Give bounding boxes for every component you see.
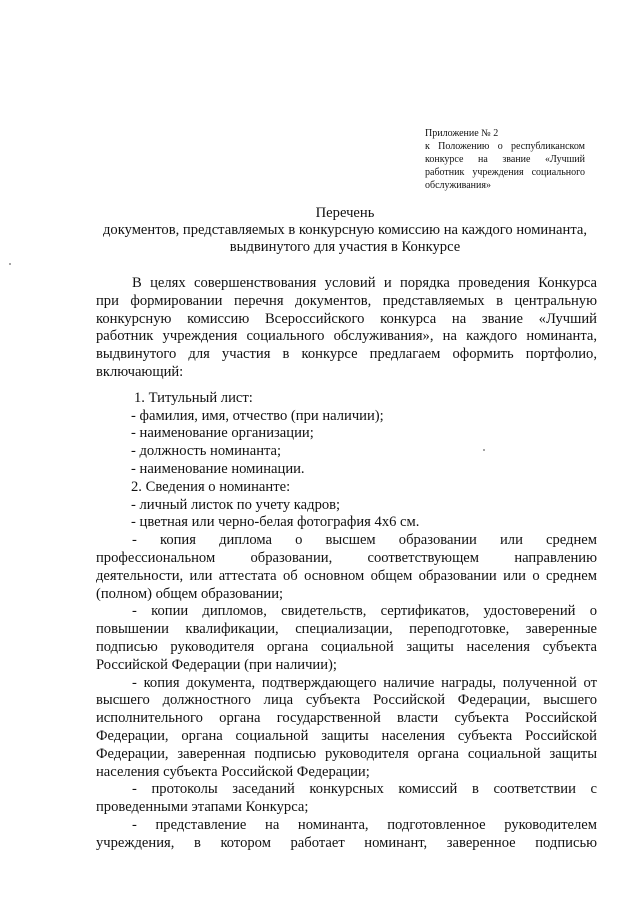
appendix-note xyxy=(425,127,585,192)
award-paragraph xyxy=(96,675,597,782)
text-line: - копии дипломов, свидетельств, сертификатов, удостоверений о xyxy=(132,603,597,620)
text-line: высшего должностного лица субъекта Российской Федерации, высшего xyxy=(96,692,597,709)
text-line: исполнительного органа государственной власти субъекта Российской xyxy=(96,710,597,727)
text-line: - представление на номинанта, подготовленное руководителем xyxy=(132,816,597,833)
document-body xyxy=(96,275,597,853)
text-line: - копия документа, подтверждающего наличие награды, полученной от xyxy=(132,674,597,691)
text-line: работник учреждения социального обслуживания», на каждого номинанта, xyxy=(96,328,597,345)
text-line: включающий: xyxy=(96,363,184,380)
text-line: повышении квалификации, специализации, переподготовке, заверенные xyxy=(96,621,597,638)
text-line: проведенными этапами Конкурса; xyxy=(96,799,309,816)
list-item: - цветная или черно-белая фотография 4х6 см. xyxy=(131,514,420,531)
text-line: - копия диплома о высшем образовании или среднем xyxy=(132,532,597,549)
scan-speck xyxy=(9,263,11,265)
text-line: Федерации, заверенная подписью руководителя органа социальной защиты xyxy=(96,745,597,762)
list-item: - должность номинанта; xyxy=(131,443,282,460)
list-item: 2. Сведения о номинанте: xyxy=(131,478,291,495)
text-line: при формировании перечня документов, представляемых в центральную xyxy=(96,292,597,309)
text-line: деятельности, или аттестата об основном общем образовании или о среднем xyxy=(96,567,597,584)
text-line: населения субъекта Российской Федерации; xyxy=(96,763,370,780)
title-line: выдвинутого для участия в Конкурсе xyxy=(229,239,461,255)
text-line: выдвинутого для участия в конкурсе предлагаем оформить портфолио, xyxy=(96,346,597,363)
text-line: подписью руководителя органа социальной защиты населения субъекта xyxy=(96,638,597,655)
title-line: Перечень xyxy=(315,205,375,221)
scan-speck xyxy=(483,449,485,451)
appendix-line: к Положению о республиканском xyxy=(425,141,585,152)
title-line: документов, представляемых в конкурсную комиссию на каждого номинанта, xyxy=(102,222,588,238)
document-list xyxy=(96,390,597,532)
text-line: конкурсную комиссию Всероссийского конкурса на звание «Лучший xyxy=(96,310,597,327)
appendix-line: Приложение № 2 xyxy=(425,128,499,139)
appendix-line: работник учреждения социального xyxy=(425,167,585,178)
appendix-line: обслуживания» xyxy=(425,180,491,191)
text-line: В целях совершенствования условий и порядка проведения Конкурса xyxy=(132,275,597,291)
intro-paragraph xyxy=(96,275,597,382)
presentation-paragraph xyxy=(96,817,597,853)
appendix-line: конкурсе на звание «Лучший xyxy=(425,154,585,165)
text-line: учреждения, в котором работает номинант, заверенное подписью xyxy=(96,834,597,851)
list-item: - наименование организации; xyxy=(131,425,314,442)
text-line: Федерации, органа социальной защиты населения субъекта Российской xyxy=(96,727,597,744)
document-title xyxy=(90,205,600,256)
diploma-paragraph xyxy=(96,532,597,603)
text-line: (полном) общем образовании; xyxy=(96,585,284,602)
certificates-paragraph xyxy=(96,603,597,674)
text-line: профессиональном образовании, соответствующем направлению xyxy=(96,549,597,566)
protocols-paragraph xyxy=(96,781,597,817)
text-line: - протоколы заседаний конкурсных комиссий в соответствии с xyxy=(132,781,597,798)
text-line: Российской Федерации (при наличии); xyxy=(96,656,337,673)
list-item: 1. Титульный лист: xyxy=(134,389,253,406)
list-item: - фамилия, имя, отчество (при наличии); xyxy=(131,407,384,424)
list-item: - наименование номинации. xyxy=(131,460,305,477)
list-item: - личный листок по учету кадров; xyxy=(131,496,341,513)
